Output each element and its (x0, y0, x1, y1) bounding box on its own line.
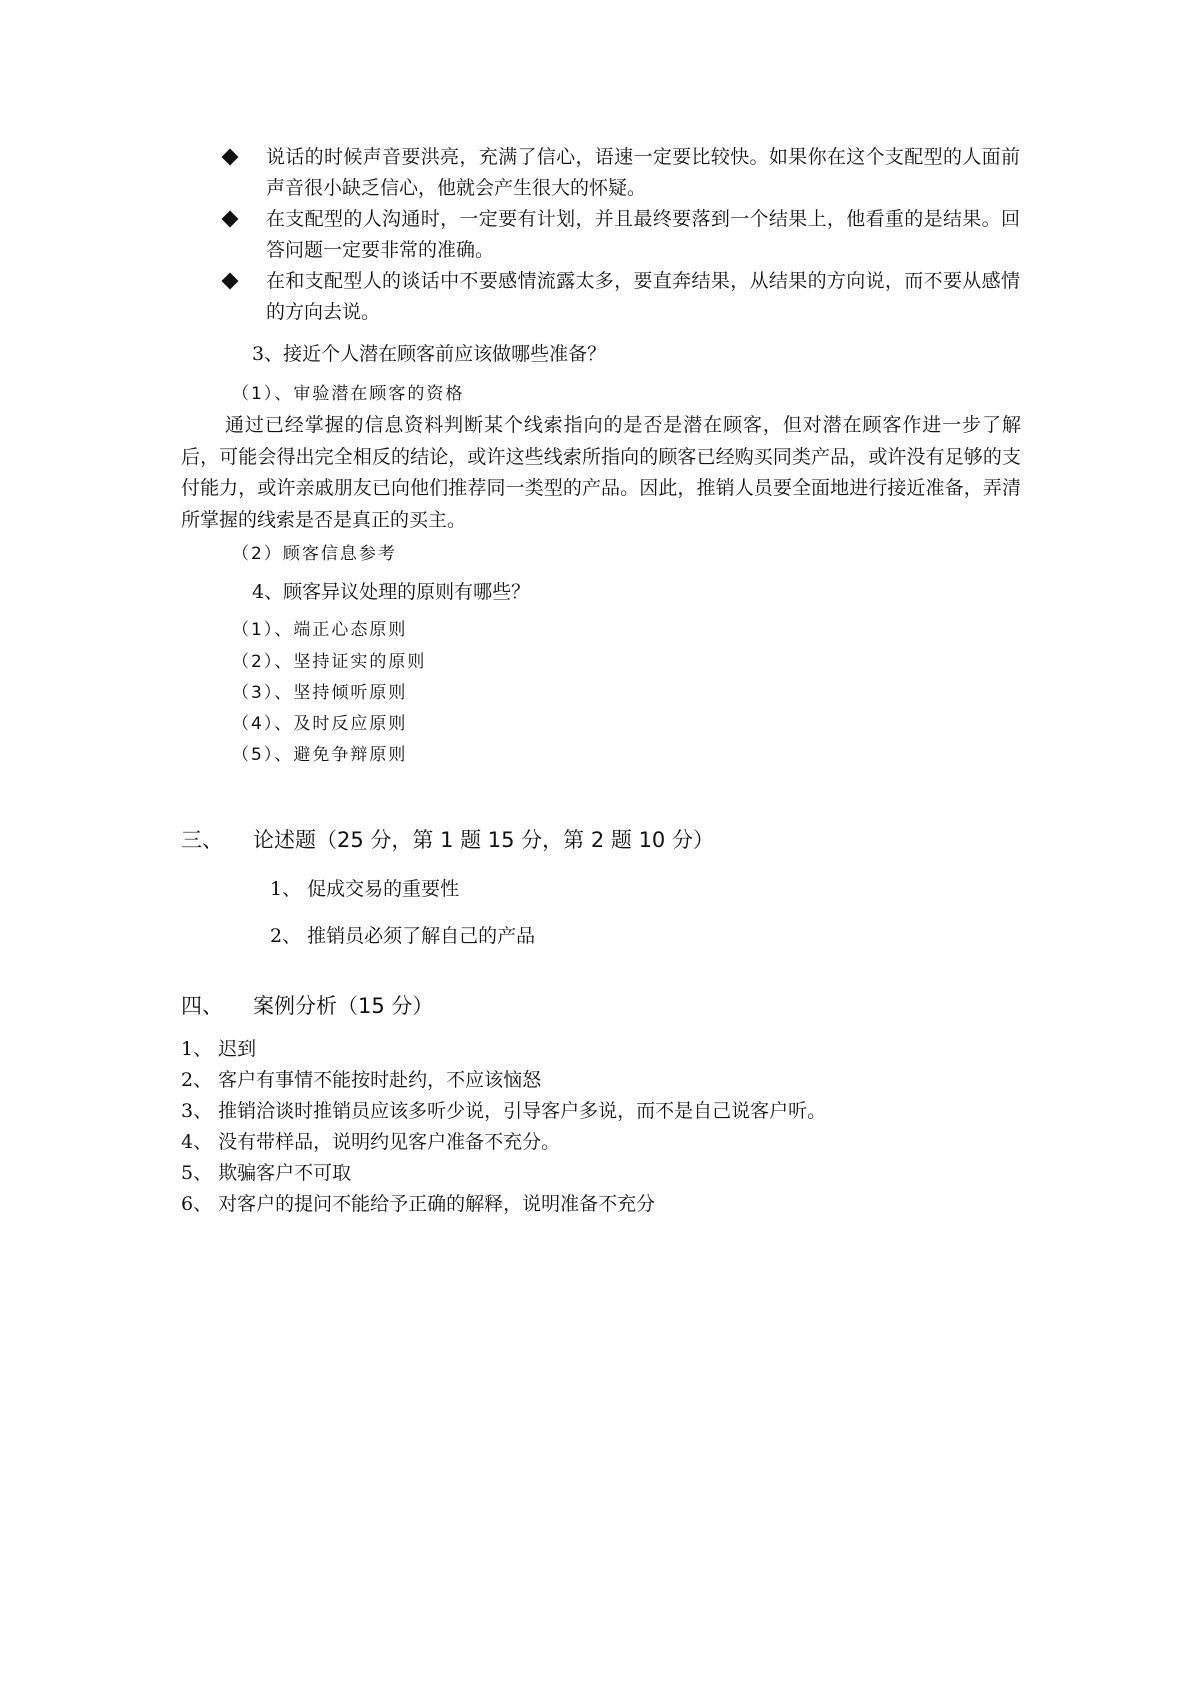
diamond-bullet-icon (222, 211, 239, 228)
bullet-text: 说话的时候声音要洪亮，充满了信心，语速一定要比较快。如果你在这个支配型的人面前声音很小缺乏信心，他就会产生很大的怀疑。 (266, 146, 1020, 199)
question-3-sub-2: （2）顾客信息参考 (232, 544, 397, 564)
diamond-bullet-icon (222, 273, 239, 290)
case-analysis-list (181, 1034, 826, 1220)
section-4-number: 四、 (181, 994, 223, 1018)
case-item: 5、 欺骗客户不可取 (181, 1162, 352, 1184)
bullet-text: 在支配型的人沟通时，一定要有计划，并且最终要落到一个结果上，他看重的是结果。回答问题一定要非常的准确。 (266, 208, 1020, 261)
question-4: 4、顾客异议处理的原则有哪些？ (252, 581, 531, 603)
question-4-item: （4）、及时反应原则 (232, 714, 408, 734)
section-3-heading (181, 826, 714, 854)
section-3-item: 1、 促成交易的重要性 (270, 878, 460, 900)
question-3: 3、接近个人潜在顾客前应该做哪些准备？ (252, 343, 607, 365)
section-4-title: 案例分析（15 分） (253, 994, 434, 1018)
section-3-title: 论述题（25 分，第 1 题 15 分，第 2 题 10 分） (253, 828, 714, 852)
case-item: 3、 推销洽谈时推销员应该多听少说，引导客户多说，而不是自己说客户听。 (181, 1100, 827, 1122)
bullet-item (224, 204, 1020, 266)
bullet-list (224, 142, 1020, 328)
case-item: 1、 迟到 (181, 1038, 257, 1060)
case-item: 4、 没有带样品，说明约见客户准备不充分。 (181, 1131, 561, 1153)
case-item: 2、 客户有事情不能按时赴约，不应该恼怒 (181, 1069, 542, 1091)
question-3-sub-1: （1）、审验潜在顾客的资格 (232, 384, 465, 404)
bullet-text: 在和支配型人的谈话中不要感情流露太多，要直奔结果，从结果的方向说，而不要从感情的方向去说。 (266, 270, 1020, 323)
section-3-number: 三、 (181, 828, 223, 852)
question-4-item: （2）、坚持证实的原则 (232, 652, 427, 672)
bullet-item (224, 142, 1020, 204)
diamond-bullet-icon (222, 149, 239, 166)
case-item: 6、 对客户的提问不能给予正确的解释，说明准备不充分 (181, 1193, 656, 1215)
question-4-item: （3）、坚持倾听原则 (232, 683, 408, 703)
section-3-item: 2、 推销员必须了解自己的产品 (270, 925, 536, 947)
bullet-item (224, 266, 1020, 328)
section-4-heading (181, 992, 433, 1020)
question-4-item: （1）、端正心态原则 (232, 620, 408, 640)
question-3-paragraph: 通过已经掌握的信息资料判断某个线索指向的是否是潜在顾客，但对潜在顾客作进一步了解后，可能会得出完全相反的结论，或许这些线索所指向的顾客已经购买同类产品，或许没有足够的支付能力，或许亲戚朋友已向他们推荐同一类型的产品。因此，推销人员要全面地进行接近准备，弄清所掌握的线索是否是真正的买主。 (181, 414, 1021, 531)
question-4-item: （5）、避免争辩原则 (232, 745, 408, 765)
